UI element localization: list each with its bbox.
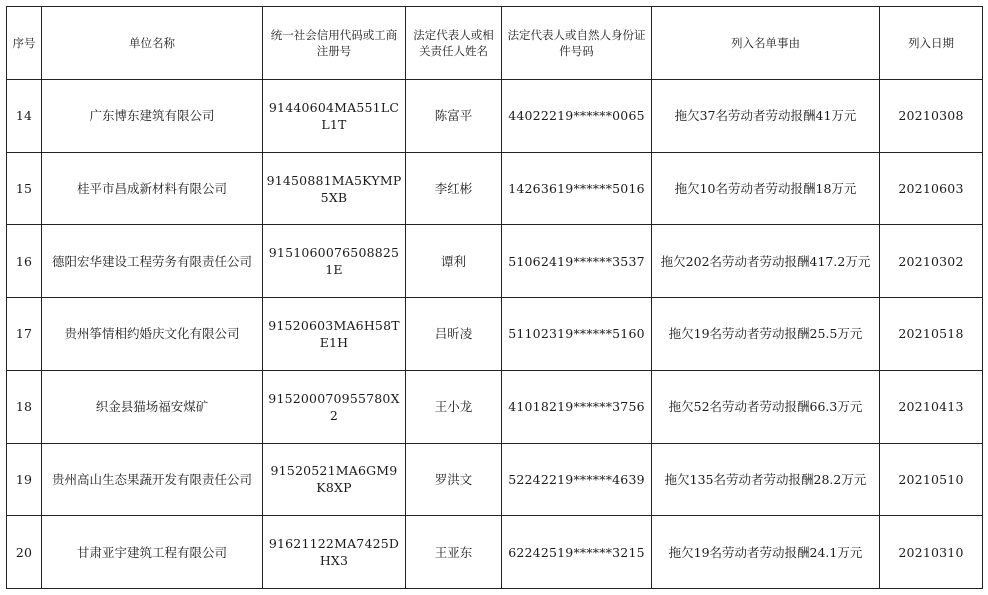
cell-unit-name: 德阳宏华建设工程劳务有限责任公司 [42,225,263,298]
cell-seq: 14 [7,80,42,153]
cell-unit-name: 甘肃亚宇建筑工程有限公司 [42,516,263,589]
cell-id-number: 51062419******3537 [502,225,652,298]
cell-seq: 19 [7,443,42,516]
cell-legal-person: 李红彬 [406,152,502,225]
cell-credit-code: 91510600765088251E [263,225,406,298]
cell-legal-person: 吕昕凌 [406,298,502,371]
cell-date: 20210510 [880,443,983,516]
cell-reason: 拖欠19名劳动者劳动报酬25.5万元 [652,298,880,371]
table-row [7,80,983,153]
cell-credit-code: 91520603MA6H58TE1H [263,298,406,371]
cell-unit-name: 桂平市昌成新材料有限公司 [42,152,263,225]
cell-seq: 17 [7,298,42,371]
header-unit-name: 单位名称 [42,7,263,80]
cell-id-number: 41018219******3756 [502,370,652,443]
cell-seq: 20 [7,516,42,589]
cell-unit-name: 贵州高山生态果蔬开发有限责任公司 [42,443,263,516]
cell-unit-name: 广东博东建筑有限公司 [42,80,263,153]
cell-reason: 拖欠135名劳动者劳动报酬28.2万元 [652,443,880,516]
cell-date: 20210518 [880,298,983,371]
table-row [7,443,983,516]
header-legal-person: 法定代表人或相关责任人姓名 [406,7,502,80]
table-row [7,152,983,225]
header-credit-code: 统一社会信用代码或工商注册号 [263,7,406,80]
cell-reason: 拖欠202名劳动者劳动报酬417.2万元 [652,225,880,298]
cell-legal-person: 罗洪文 [406,443,502,516]
table-row [7,370,983,443]
cell-legal-person: 谭利 [406,225,502,298]
header-date: 列入日期 [880,7,983,80]
cell-credit-code: 91450881MA5KYMP5XB [263,152,406,225]
cell-seq: 16 [7,225,42,298]
cell-unit-name: 织金县猫场福安煤矿 [42,370,263,443]
cell-date: 20210603 [880,152,983,225]
table-row [7,516,983,589]
cell-credit-code: 91440604MA551LCL1T [263,80,406,153]
cell-reason: 拖欠52名劳动者劳动报酬66.3万元 [652,370,880,443]
cell-reason: 拖欠37名劳动者劳动报酬41万元 [652,80,880,153]
cell-id-number: 51102319******5160 [502,298,652,371]
table-row [7,298,983,371]
cell-seq: 18 [7,370,42,443]
document-sheet [6,6,982,589]
cell-credit-code: 91520521MA6GM9K8XP [263,443,406,516]
table-header-row [7,7,983,80]
cell-date: 20210310 [880,516,983,589]
cell-legal-person: 王亚东 [406,516,502,589]
cell-credit-code: 915200070955780X2 [263,370,406,443]
cell-reason: 拖欠10名劳动者劳动报酬18万元 [652,152,880,225]
blacklist-table [6,6,983,589]
cell-legal-person: 王小龙 [406,370,502,443]
cell-date: 20210308 [880,80,983,153]
cell-legal-person: 陈富平 [406,80,502,153]
table-row [7,225,983,298]
header-seq: 序号 [7,7,42,80]
cell-reason: 拖欠19名劳动者劳动报酬24.1万元 [652,516,880,589]
cell-date: 20210302 [880,225,983,298]
cell-credit-code: 91621122MA7425DHX3 [263,516,406,589]
header-id-number: 法定代表人或自然人身份证件号码 [502,7,652,80]
cell-id-number: 14263619******5016 [502,152,652,225]
cell-date: 20210413 [880,370,983,443]
cell-id-number: 52242219******4639 [502,443,652,516]
cell-id-number: 44022219******0065 [502,80,652,153]
cell-seq: 15 [7,152,42,225]
header-reason: 列入名单事由 [652,7,880,80]
cell-unit-name: 贵州筝情相约婚庆文化有限公司 [42,298,263,371]
cell-id-number: 62242519******3215 [502,516,652,589]
